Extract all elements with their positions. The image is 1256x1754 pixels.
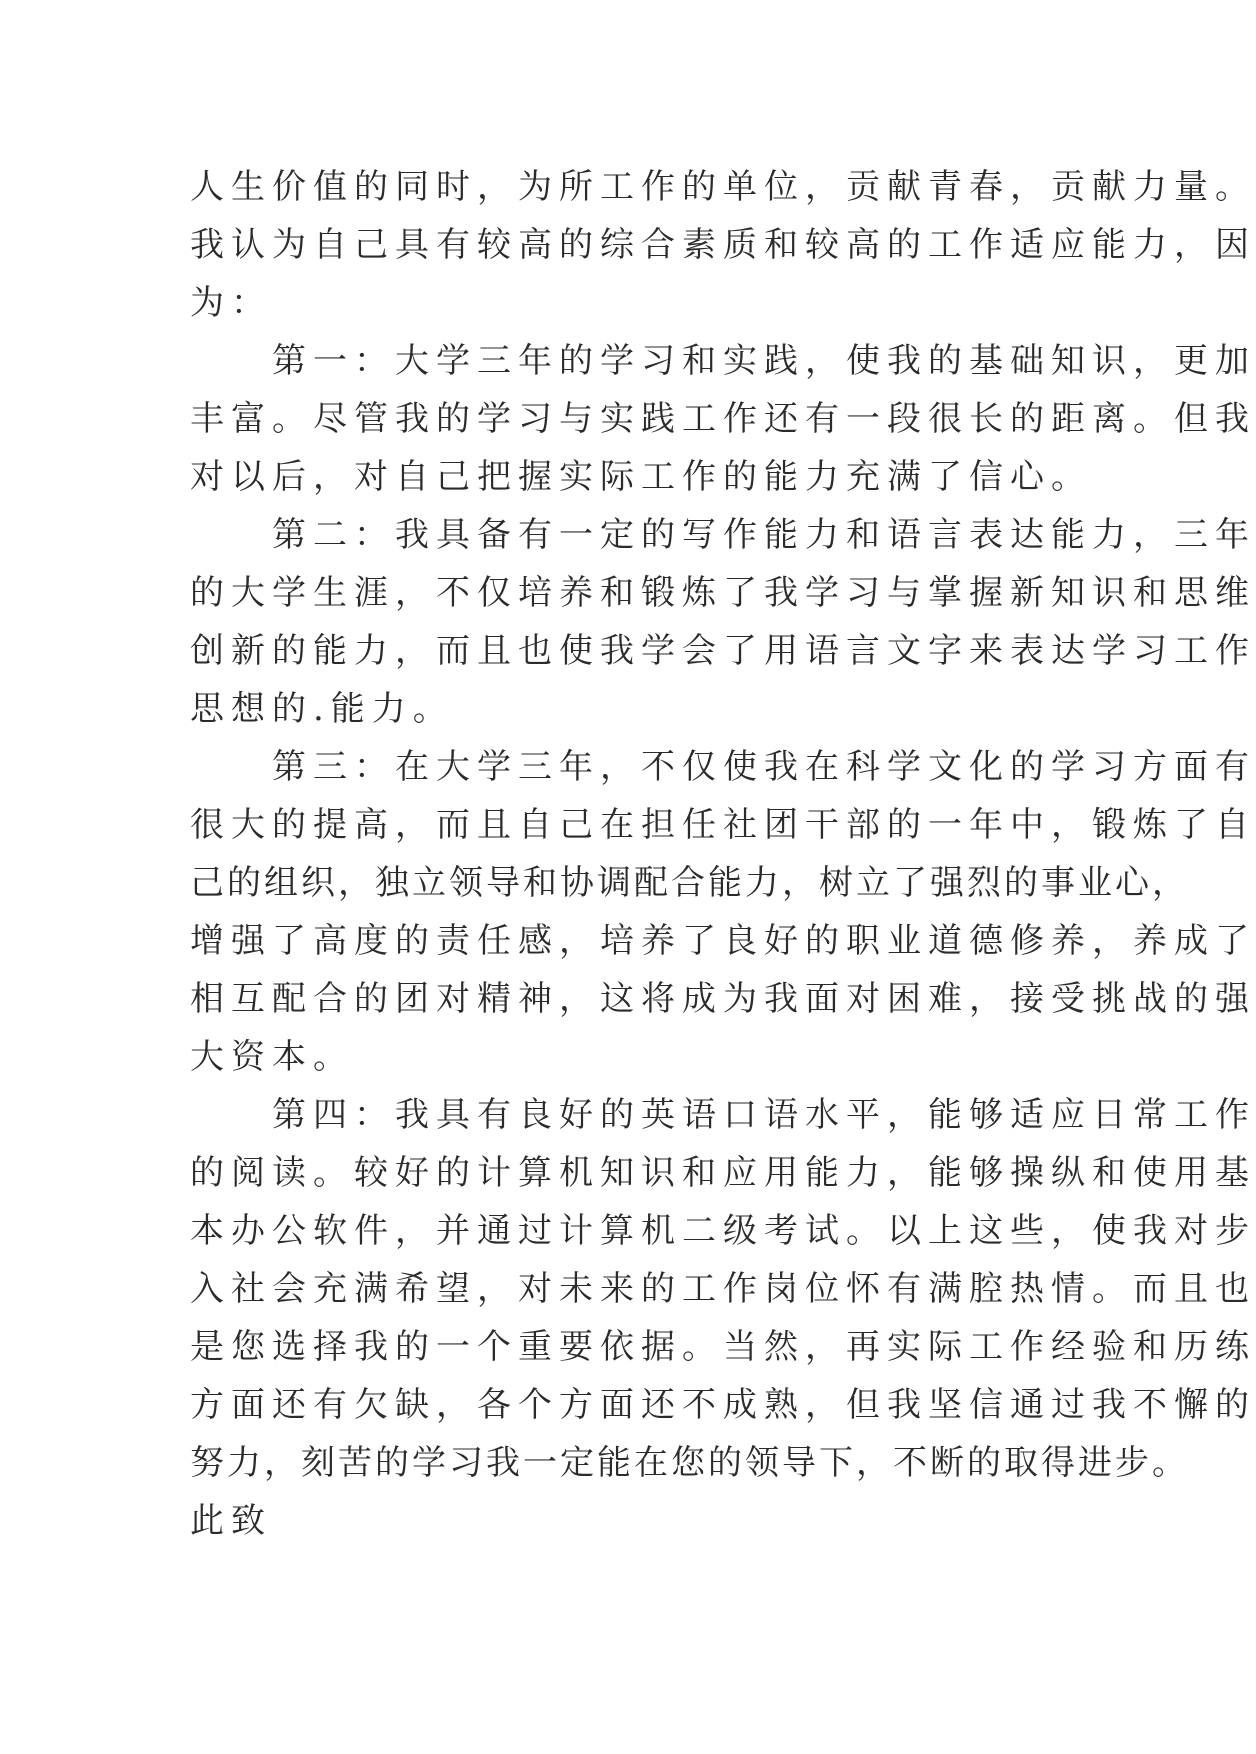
text-line: 努力，刻苦的学习我一定能在您的领导下，不断的取得进步。 (190, 1443, 1189, 1483)
paragraph-first-line: 第三：在大学三年，不仅使我在科学文化的学习方面有 (190, 747, 1256, 787)
text-line: 是您选择我的一个重要依据。当然，再实际工作经验和历练 (190, 1327, 1256, 1367)
text-line: 的大学生涯，不仅培养和锻炼了我学习与掌握新知识和思维 (190, 573, 1256, 613)
text-line: 很大的提高，而且自己在担任社团干部的一年中，锻炼了自 (190, 805, 1256, 845)
text-line: 对以后，对自己把握实际工作的能力充满了信心。 (190, 457, 1092, 497)
text-line: 相互配合的团对精神，这将成为我面对困难，接受挑战的强 (190, 979, 1256, 1019)
paragraph-first-line: 第二：我具备有一定的写作能力和语言表达能力，三年 (190, 515, 1256, 555)
text-line: 我认为自己具有较高的综合素质和较高的工作适应能力，因 (190, 225, 1256, 265)
text-line: 丰富。尽管我的学习与实践工作还有一段很长的距离。但我 (190, 399, 1256, 439)
text-line: 思想的.能力。 (190, 689, 454, 729)
text-line: 为： (190, 283, 272, 323)
text-line: 人生价值的同时，为所工作的单位，贡献青春，贡献力量。 (190, 167, 1256, 207)
text-line: 创新的能力，而且也使我学会了用语言文字来表达学习工作 (190, 631, 1256, 671)
text-line: 本办公软件，并通过计算机二级考试。以上这些，使我对步 (190, 1211, 1256, 1251)
text-line: 入社会充满希望，对未来的工作岗位怀有满腔热情。而且也 (190, 1269, 1256, 1309)
text-line: 的阅读。较好的计算机知识和应用能力，能够操纵和使用基 (190, 1153, 1256, 1193)
text-line: 己的组织，独立领导和协调配合能力，树立了强烈的事业心， (190, 863, 1189, 903)
letter-body (190, 158, 1256, 1550)
closing-line: 此致 (190, 1501, 272, 1541)
text-line: 方面还有欠缺，各个方面还不成熟，但我坚信通过我不懈的 (190, 1385, 1256, 1425)
text-line: 增强了高度的责任感，培养了良好的职业道德修养，养成了 (190, 921, 1256, 961)
paragraph-first-line: 第四：我具有良好的英语口语水平，能够适应日常工作 (190, 1095, 1256, 1135)
text-line: 大资本。 (190, 1037, 354, 1077)
paragraph-first-line: 第一：大学三年的学习和实践，使我的基础知识，更加 (190, 341, 1256, 381)
